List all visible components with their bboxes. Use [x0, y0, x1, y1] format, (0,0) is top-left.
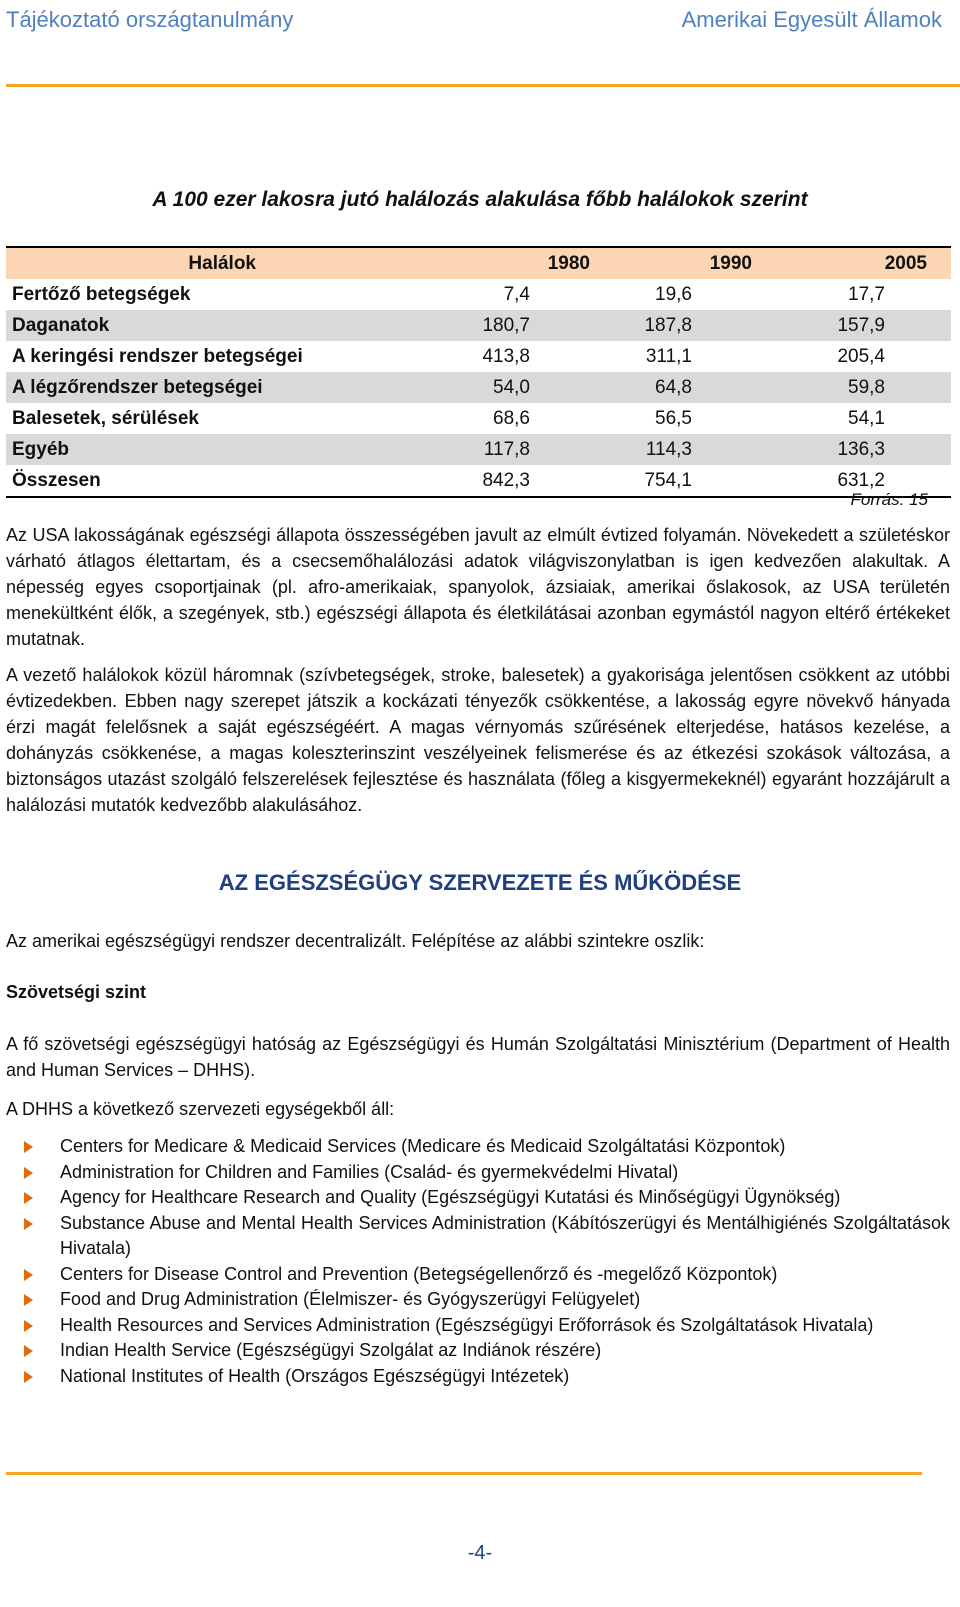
list-item-text: Centers for Medicare & Medicaid Services (Medicare és Medicaid Szolgáltatási Központok) — [60, 1136, 786, 1156]
list-item — [6, 1313, 950, 1339]
header-cell-cause: Halálok — [188, 252, 256, 274]
list-item-text: Indian Health Service (Egészségügyi Szolgálat az Indiánok részére) — [60, 1340, 602, 1360]
list-item-text: Agency for Healthcare Research and Quality (Egészségügyi Kutatási és Minőségügyi Ügynökség) — [60, 1187, 841, 1207]
bullet-arrow-icon — [24, 1141, 33, 1153]
bullet-arrow-icon — [24, 1218, 33, 1230]
list-item-text: National Institutes of Health (Országos Egészségügyi Intézetek) — [60, 1365, 570, 1386]
row-value-cell: 17,7 — [848, 283, 885, 305]
row-value-cell: 54,1 — [848, 407, 885, 429]
row-value-cell: 205,4 — [837, 345, 885, 367]
list-item — [6, 1185, 950, 1211]
paragraph-federal-authority: A fő szövetségi egészségügyi hatóság az Egészségügyi és Humán Szolgáltatási Minisztérium (Department of Health and Human Services – DHHS). — [6, 1034, 950, 1080]
row-value-cell: 180,7 — [482, 314, 530, 336]
row-value-cell: 68,6 — [493, 407, 530, 429]
row-value-cell: 754,1 — [644, 469, 692, 491]
bullet-arrow-icon — [24, 1320, 33, 1332]
list-item — [6, 1262, 950, 1288]
row-label-cell: Összesen — [12, 469, 101, 491]
row-value-cell: 157,9 — [837, 314, 885, 336]
row-value-cell: 114,3 — [645, 438, 692, 460]
table-header-row — [6, 247, 951, 279]
table-title: A 100 ezer lakosra jutó halálozás alakulása főbb halálokok szerint — [152, 188, 808, 211]
bullet-arrow-icon — [24, 1167, 33, 1179]
row-label-cell: Fertőző betegségek — [12, 283, 191, 305]
row-value-cell: 311,1 — [645, 345, 692, 367]
list-item — [6, 1160, 950, 1186]
table-row — [6, 341, 951, 372]
bullet-arrow-icon — [24, 1371, 33, 1383]
row-value-cell: 187,8 — [644, 314, 692, 336]
header-rule — [6, 84, 960, 87]
row-value-cell: 64,8 — [655, 376, 692, 398]
list-item-text: Administration for Children and Families (Család- és gyermekvédelmi Hivatal) — [60, 1161, 679, 1182]
footer-rule — [6, 1472, 922, 1475]
page-header — [6, 4, 942, 36]
row-label-cell: Balesetek, sérülések — [12, 407, 199, 429]
table-source: Forrás: 15 — [850, 490, 928, 509]
table-row — [6, 310, 951, 341]
table-row — [6, 279, 951, 310]
list-item — [6, 1287, 950, 1313]
list-item — [6, 1338, 950, 1364]
dhhs-unit-list — [6, 1134, 950, 1389]
list-item-text: Food and Drug Administration (Élelmiszer- és Gyógyszerügyi Felügyelet) — [60, 1289, 641, 1309]
header-cell-1990: 1990 — [709, 252, 752, 274]
row-value-cell: 56,5 — [655, 407, 692, 429]
list-item — [6, 1211, 950, 1262]
table-row — [6, 403, 951, 434]
bullet-arrow-icon — [24, 1269, 33, 1281]
subheading-federal-level: Szövetségi szint — [6, 982, 147, 1002]
list-item-text: Centers for Disease Control and Prevention (Betegségellenőrző és -megelőző Központok) — [60, 1263, 778, 1284]
row-value-cell: 631,2 — [837, 469, 885, 491]
paragraph-dhhs-units-intro: A DHHS a következő szervezeti egységekből áll: — [6, 1099, 395, 1119]
list-item-text: Substance Abuse and Mental Health Services Administration (Kábítószerügyi és Mentálhigiénés Szolgáltatások Hivatala) — [60, 1212, 950, 1258]
list-item — [6, 1134, 950, 1160]
table-row — [6, 372, 951, 403]
paragraph-system-intro: Az amerikai egészségügyi rendszer decentralizált. Felépítése az alábbi szintekre oszlik: — [6, 931, 705, 951]
row-value-cell: 19,6 — [655, 283, 692, 305]
row-label-cell: A keringési rendszer betegségei — [12, 345, 303, 367]
bullet-arrow-icon — [24, 1294, 33, 1306]
row-label-cell: A légzőrendszer betegségei — [12, 376, 263, 398]
bullet-arrow-icon — [24, 1345, 33, 1357]
header-left-title: Tájékoztató országtanulmány — [6, 7, 294, 32]
paragraph-health-status: Az USA lakosságának egészségi állapota összességében javult az elmúlt évtized folyamán. Növekedett a születéskor várható átlagos élettartam, és a csecsemőhalálozási adatok világviszonylatban is igen kedvezően alakultak. A népesség egyes csoportjainak (pl. afro-amerikaiak, spanyolok, ázsiaiak, amerikai őslakosok, az USA területén menekültként élők, a szegények, stb.) egészségi állapota és életkilátásai azonban egymástól nagyon eltérő értékeket mutatnak. — [6, 525, 950, 649]
list-item-text: Health Resources and Services Administration (Egészségügyi Erőforrások és Szolgáltatások Hivatala) — [60, 1314, 874, 1335]
row-label-cell: Egyéb — [12, 438, 70, 460]
row-value-cell: 7,4 — [503, 283, 530, 305]
page-number: -4- — [467, 1542, 493, 1564]
row-value-cell: 413,8 — [482, 345, 530, 367]
header-right-title: Amerikai Egyesült Államok — [681, 7, 942, 32]
list-item — [6, 1364, 950, 1390]
row-value-cell: 59,8 — [848, 376, 885, 398]
table-row — [6, 465, 951, 497]
row-value-cell: 842,3 — [482, 469, 530, 491]
header-cell-1980: 1980 — [547, 252, 590, 274]
header-cell-2005: 2005 — [884, 252, 927, 274]
mortality-table — [6, 246, 951, 498]
row-value-cell: 136,3 — [837, 438, 885, 460]
paragraph-causes-of-death: A vezető halálokok közül háromnak (szívbetegségek, stroke, balesetek) a gyakorisága jelentősen csökkent az utóbbi évtizedekben. Ebben nagy szerepet játszik a kockázati tényezők csökkentése, a lakosság egyre növekvő hányada érzi magát felelősnek a saját egészségéért. A magas vérnyomás szűrésének elterjedése, hatásos kezelése, a dohányzás csökkenése, a magas koleszterinszint veszélyeinek felismerése és az étkezési szokások változása, a biztonságos utazást szolgáló felszerelések fejlesztése és használata (főleg a kisgyermekeknél) egyaránt hozzájárult a halálozási mutatók kedvezőbb alakulásához. — [6, 665, 950, 815]
table-row — [6, 434, 951, 465]
row-value-cell: 117,8 — [483, 438, 530, 460]
section-title: AZ EGÉSZSÉGÜGY SZERVEZETE ÉS MŰKÖDÉSE — [218, 870, 742, 895]
row-label-cell: Daganatok — [12, 314, 110, 336]
bullet-arrow-icon — [24, 1192, 33, 1204]
row-value-cell: 54,0 — [493, 376, 530, 398]
